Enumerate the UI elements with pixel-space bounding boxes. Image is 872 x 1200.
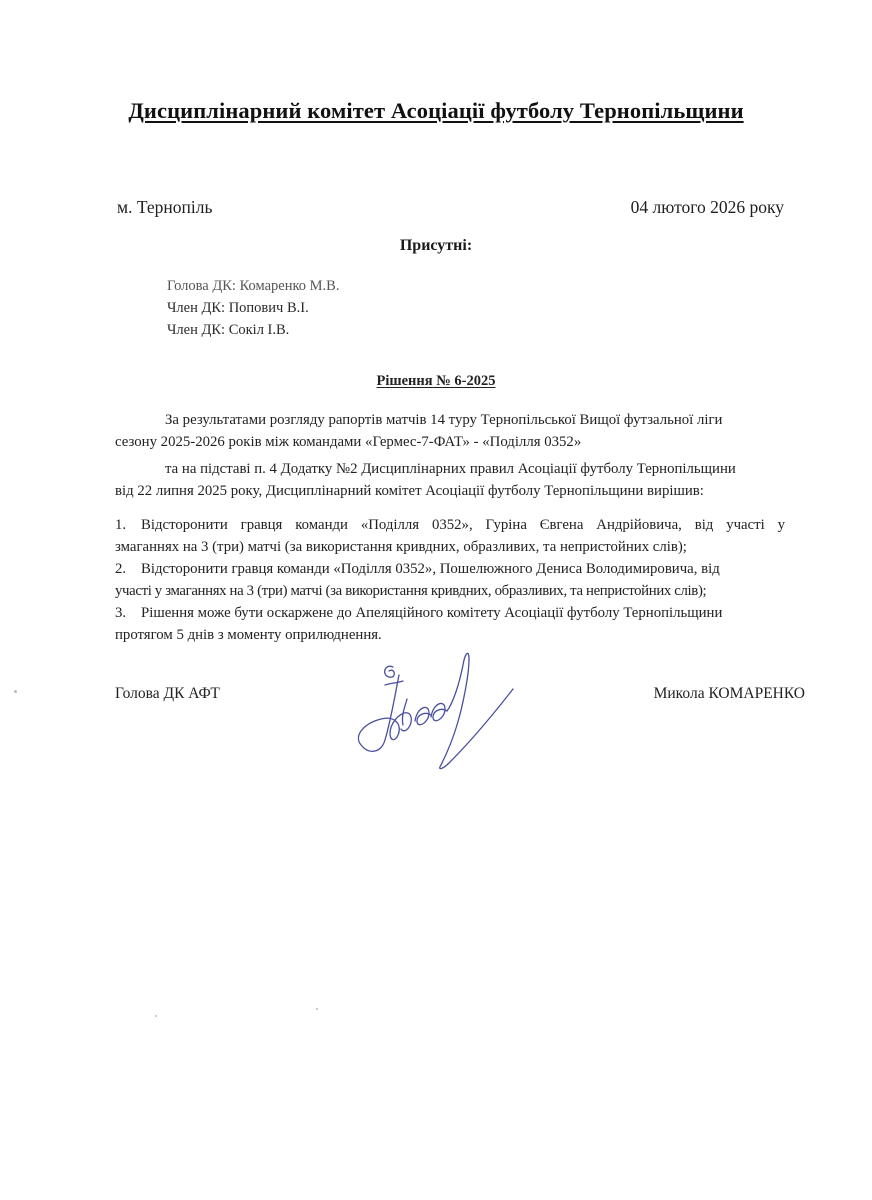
decision-item <box>115 558 785 602</box>
member-item: Член ДК: Попович В.І. <box>167 300 309 316</box>
decision-item-line: змаганнях на 3 (три) матчі (за використання кривдних, образливих, та непристойних слів); <box>115 539 687 555</box>
decision-item-number: 3. <box>115 605 127 621</box>
scan-speck <box>14 690 17 693</box>
paragraph-grounds <box>115 409 785 453</box>
decision-item-line: участі у змаганнях на 3 (три) матчі (за використання кривдних, образливих, та непристойних слів); <box>115 583 707 599</box>
signature-stroke <box>415 707 431 724</box>
signature-image <box>345 645 535 775</box>
decision-item-line <box>115 558 785 580</box>
signature-stroke <box>385 666 395 677</box>
signature-stroke <box>402 699 407 725</box>
decision-item-text: Відсторонити гравця команди «Поділля 0352», Гуріна Євгена Андрійовича, від участі у <box>141 517 785 533</box>
paragraph-line: сезону 2025-2026 років між командами «Гермес-7-ФАТ» - «Поділля 0352» <box>115 434 582 450</box>
paragraph-line: та на підставі п. 4 Додатку №2 Дисциплінарних правил Асоціації футболу Тернопільщини <box>165 461 736 477</box>
decision-item <box>115 514 785 558</box>
decision-item <box>115 602 785 646</box>
decision-item-line <box>115 514 785 536</box>
decision-item-number: 2. <box>115 561 127 577</box>
paragraph-basis <box>115 458 785 502</box>
signature-stroke <box>385 681 403 685</box>
decision-item-text: Рішення може бути оскаржене до Апеляційного комітету Асоціації футболу Тернопільщини <box>141 605 723 621</box>
decision-items <box>115 514 785 646</box>
decision-item-line: протягом 5 днів з моменту оприлюднення. <box>115 627 382 643</box>
decision-item-text: Відсторонити гравця команди «Поділля 0352», Пошелюжного Дениса Володимировича, від <box>141 561 720 577</box>
decision-title: Рішення № 6-2025 <box>376 373 496 389</box>
decision-item-number: 1. <box>115 517 127 533</box>
signatory-name: Микола КОМАРЕНКО <box>653 685 805 702</box>
members-list <box>167 275 339 341</box>
member-item: Член ДК: Сокіл І.В. <box>167 322 290 338</box>
member-chair: Голова ДК: Комаренко М.В. <box>167 278 340 294</box>
place-text: м. Тернопіль <box>117 197 213 217</box>
decision-item-line <box>115 602 785 624</box>
present-heading: Присутні: <box>399 237 473 254</box>
paragraph-line: За результатами розгляду рапортів матчів 14 туру Тернопільської Вищої футзальної ліги <box>165 412 723 428</box>
page-title: Дисциплінарний комітет Асоціації футболу Тернопільщини <box>128 98 744 123</box>
scan-speck <box>155 1015 157 1017</box>
signature-stroke <box>431 703 447 720</box>
signatory-position: Голова ДК АФТ <box>115 685 220 702</box>
paragraph-line: від 22 липня 2025 року, Дисциплінарний комітет Асоціації футболу Тернопільщини вирішив: <box>115 483 704 499</box>
scan-speck <box>316 1008 318 1010</box>
date-text: 04 лютого 2026 року <box>630 197 784 217</box>
signature-stroke <box>440 653 513 768</box>
